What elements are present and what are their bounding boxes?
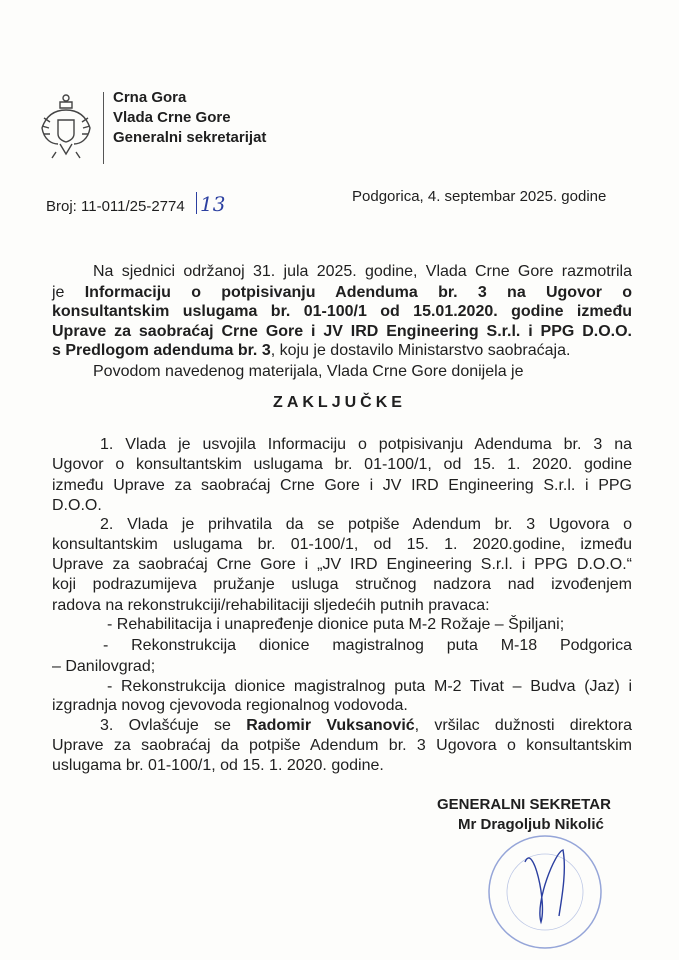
text-line	[52, 283, 632, 303]
text-line	[52, 322, 632, 342]
text-line	[52, 535, 632, 555]
text-line	[100, 716, 632, 736]
text: uslugama br. 01-100/1, od 15. 1. 2020. godine.	[52, 757, 384, 774]
header-divider	[103, 92, 104, 164]
handwritten-mark	[196, 192, 197, 214]
text: 3. Ovlašćuje se	[100, 717, 247, 734]
text-line	[100, 515, 632, 535]
text-line	[93, 262, 632, 282]
header-office: Generalni sekretarijat	[113, 129, 267, 146]
bold-text: s Predlogom adenduma br. 3	[52, 342, 271, 359]
text: Na sjednici održanoj 31. jula 2025. godine, Vlada Crne Gore razmotrila	[93, 263, 632, 280]
text-line	[107, 677, 632, 697]
bold-text: konsultantskim uslugama br. 01-100/1 od 15.01.2020. godine između	[52, 303, 632, 320]
text: D.O.O.	[52, 497, 102, 514]
signature-name: Mr Dragoljub Nikolić	[458, 816, 604, 833]
place-date: Podgorica, 4. septembar 2025. godine	[352, 188, 607, 205]
text: 1. Vlada je usvojila Informaciju o potpisivanju Adenduma br. 3 na	[100, 436, 632, 453]
text: između Uprave za saobraćaj Crne Gore i JV IRD Engineering S.r.l. i PPG	[52, 477, 632, 494]
text-line	[52, 575, 632, 595]
text: – Danilovgrad;	[52, 658, 156, 675]
reference-number: Broj: 11-011/25-2774	[46, 198, 185, 215]
header-country: Crna Gora	[113, 89, 187, 106]
text-line	[52, 496, 632, 516]
text: Uprave za saobraćaj da potpiše Adendum br. 3 Ugovora o konsultantskim	[52, 737, 632, 754]
text: , koju je dostavilo Ministarstvo saobraćaja.	[270, 342, 571, 359]
coat-of-arms-icon	[38, 92, 94, 164]
header-government: Vlada Crne Gore	[113, 109, 231, 126]
text-line	[103, 636, 632, 656]
text: , vršilac dužnosti direktora	[414, 717, 632, 734]
text-line	[52, 756, 632, 776]
text-line	[52, 476, 632, 496]
text: konsultantskim uslugama br. 01-100/1, od 15. 1. 2020.godine, između	[52, 536, 632, 553]
text-line	[52, 696, 632, 716]
text: radova na rekonstrukciji/rehabilitaciji sljedećih putnih pravaca:	[52, 597, 490, 614]
text: Uprave za saobraćaj Crne Gore i „JV IRD Engineering S.r.l. i PPG D.O.O.“	[52, 556, 632, 573]
text: - Rekonstrukcija dionice magistralnog puta M-18 Podgorica	[103, 637, 632, 654]
bold-text: Radomir Vuksanović	[246, 717, 415, 734]
text: izgradnja novog cjevovoda regionalnog vodovoda.	[52, 697, 408, 714]
text: je	[52, 284, 85, 301]
text: - Rehabilitacija i unapređenje dionice puta M-2 Rožaje – Špiljani;	[107, 616, 565, 633]
text: Ugovor o konsultantskim uslugama br. 01-100/1, od 15. 1. 2020. godine	[52, 456, 632, 473]
document-title: ZAKLJUČKE	[273, 394, 406, 411]
text-line	[52, 341, 632, 361]
text-line	[107, 615, 632, 635]
text: koji podrazumijeva pružanje usluga stručnog nadzora nad izvođenjem	[52, 576, 632, 593]
text-line	[52, 736, 632, 756]
signature-role: GENERALNI SEKRETAR	[437, 796, 611, 813]
handwritten-number: 13	[200, 192, 226, 216]
text-line	[93, 362, 632, 382]
text: Povodom navedenog materijala, Vlada Crne Gore donijela je	[93, 363, 524, 380]
text-line	[52, 302, 632, 322]
text-line	[52, 596, 632, 616]
text: - Rekonstrukcija dionice magistralnog puta M-2 Tivat – Budva (Jaz) i	[107, 678, 632, 695]
bold-text: Informaciju o potpisivanju Adenduma br. 3 na Ugovor o	[84, 284, 632, 301]
text-line	[52, 555, 632, 575]
text: 2. Vlada je prihvatila da se potpiše Adendum br. 3 Ugovora o	[100, 516, 632, 533]
bold-text: Uprave za saobraćaj Crne Gore i JV IRD Engineering S.r.l. i PPG D.O.O.	[52, 323, 632, 340]
text-line	[100, 435, 632, 455]
official-stamp	[485, 832, 605, 957]
text-line	[52, 455, 632, 475]
emblem	[38, 92, 94, 169]
text-line	[52, 657, 632, 677]
